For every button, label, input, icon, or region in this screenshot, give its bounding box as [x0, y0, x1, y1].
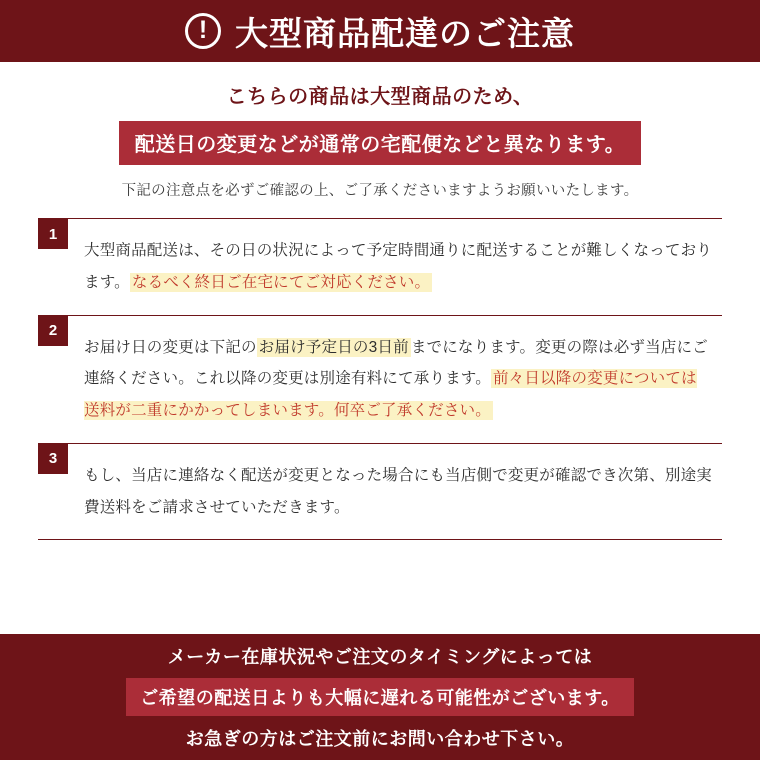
intro-line-3: 下記の注意点を必ずご確認の上、ご了承くださいますようお願いいたします。 — [121, 183, 639, 199]
footer-line-3: お急ぎの方はご注文前にお問い合わせ下さい。 — [185, 729, 575, 749]
page-footer — [0, 634, 760, 760]
note-segment: までになります。変更の際は必ず当店にご連絡ください。これ以降の変更は別途有料にて承ります。 — [84, 338, 708, 388]
intro-line-1: こちらの商品は大型商品のため、 — [226, 86, 534, 108]
note-item — [38, 219, 722, 316]
note-item — [38, 444, 722, 541]
notes-list — [38, 218, 722, 540]
note-segment: 大型商品配送は、その日の状況によって予定時間通りに配送することが難しくなっております。 — [84, 242, 713, 291]
note-number-badge: 1 — [38, 219, 68, 249]
note-segment-highlight: お届け予定日の3日前 — [258, 338, 409, 356]
note-item — [38, 316, 722, 444]
footer-line-1: メーカー在庫状況やご注文のタイミングによっては — [167, 647, 593, 667]
note-text — [84, 460, 712, 524]
note-text — [84, 332, 712, 427]
intro-block — [0, 62, 760, 206]
intro-banner: 配送日の変更などが通常の宅配便などと異なります。 — [119, 121, 641, 165]
note-number-badge: 3 — [38, 444, 68, 474]
note-number-badge: 2 — [38, 316, 68, 346]
page-header — [0, 0, 760, 62]
note-segment-highlight: 前々日以降の変更については送料が二重にかかってしまいます。何卒ご了承ください。 — [84, 370, 697, 420]
page-title: 大型商品配達のご注意 — [235, 14, 575, 52]
note-segment-highlight: なるべく終日ご在宅にてご対応ください。 — [131, 273, 431, 291]
note-segment: お届け日の変更は下記の — [84, 338, 257, 356]
note-text — [84, 235, 712, 299]
exclamation-circle-icon: ! — [185, 13, 221, 49]
footer-banner: ご希望の配送日よりも大幅に遅れる可能性がございます。 — [126, 678, 634, 716]
note-segment: もし、当店に連絡なく配送が変更となった場合にも当店側で変更が確認でき次第、別途実費送料をご請求させていただきます。 — [84, 466, 713, 516]
